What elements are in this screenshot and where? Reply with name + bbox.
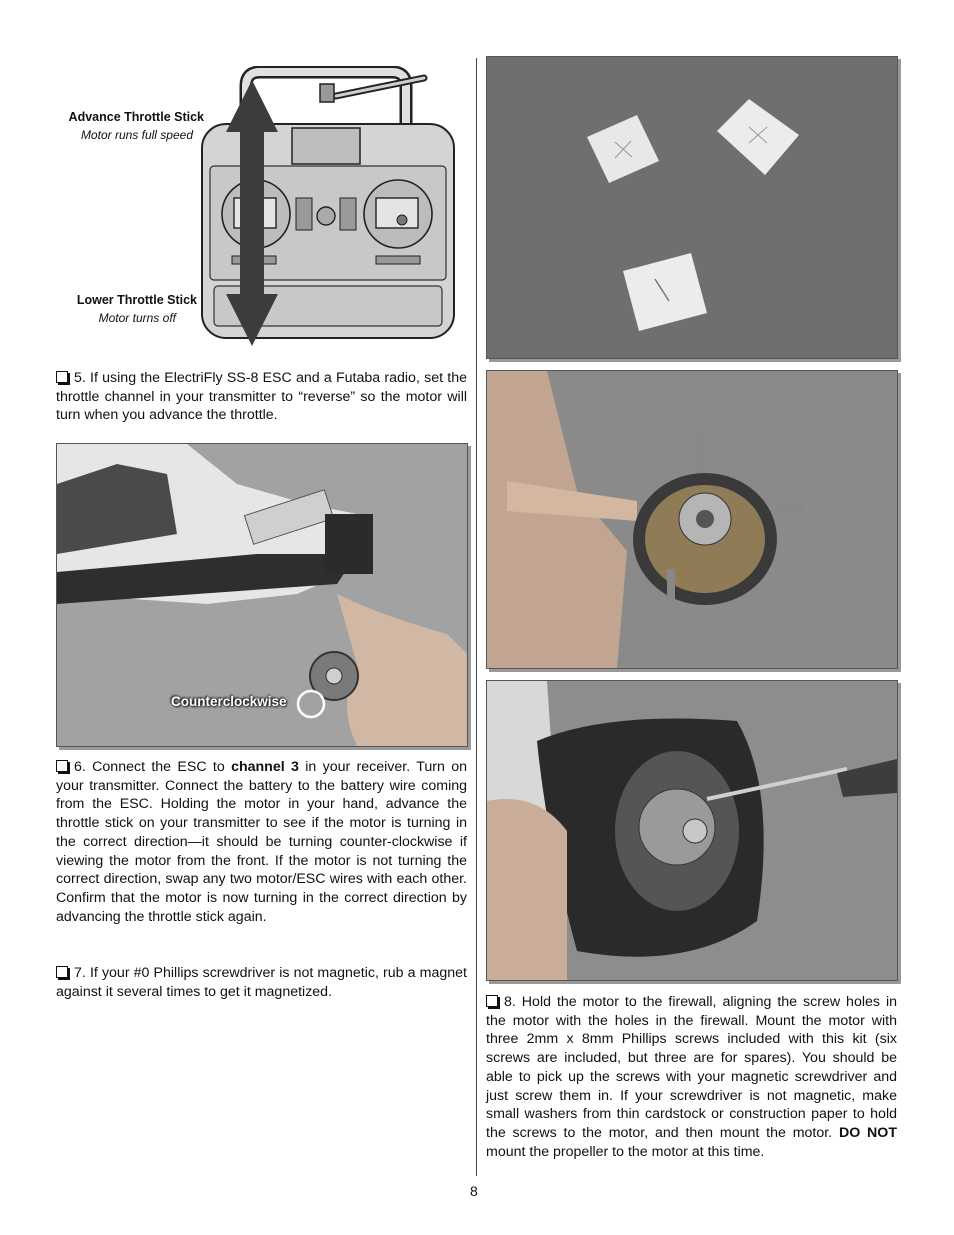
photo-motor-screws-image — [487, 371, 897, 668]
step-6-emphasis: channel 3 — [231, 759, 299, 775]
step-8-body-end: mount the propeller to the motor at this time. — [486, 1143, 765, 1160]
checkbox-icon[interactable] — [56, 371, 68, 383]
advance-throttle-title: Advance Throttle Stick — [68, 110, 204, 124]
checkbox-icon[interactable] — [56, 760, 68, 772]
step-7-text — [56, 964, 467, 1001]
step-8-text — [486, 993, 897, 1161]
photo-motor-screws — [486, 370, 898, 669]
rotation-caption: Counterclockwise — [171, 694, 287, 709]
transmitter-illustration — [196, 66, 462, 348]
page-number: 8 — [470, 1183, 478, 1199]
advance-throttle-subtitle: Motor runs full speed — [80, 128, 193, 142]
lower-throttle-subtitle: Motor turns off — [98, 311, 176, 325]
step-7-body: 7. If your #0 Phillips screwdriver is not magnetic, rub a magnet against it several times to get it magnetized. — [56, 965, 467, 1000]
column-divider — [476, 58, 477, 1176]
step-6-body-start: 6. Connect the ESC to — [74, 759, 232, 775]
lower-throttle-title: Lower Throttle Stick — [76, 293, 197, 307]
step-6-body-end: in your receiver. Turn on your transmitter. Connect the battery to the battery wire coming from the ESC. Holding the motor in your hand, advance the throttle stick on your transmitter to see if the motor is turning in the correct direction—it should be turning counter-clockwise if viewing the motor from the front. If the motor is not turning the correct direction, swap any two motor/ESC wires with each other. Confirm that the motor is now turning in the correct direction by advancing the throttle stick again. — [56, 759, 467, 925]
checkbox-icon[interactable] — [486, 995, 498, 1007]
photo-paper-washers — [486, 56, 898, 359]
checkbox-icon[interactable] — [56, 966, 68, 978]
photo-motor-mounting-image — [487, 681, 897, 980]
photo-paper-washers-image — [487, 57, 897, 358]
photo-motor-direction — [56, 443, 468, 747]
photo-motor-mounting — [486, 680, 898, 981]
step-8-body-start: 8. Hold the motor to the firewall, aligning the screw holes in the motor with the holes in the firewall. Mount the motor with three 2mm x 8mm Phillips screws included with this kit (six screws are included, but three are for spares). You should be able to pick up the screws with your magnetic screwdriver and just screw them in. If your screwdriver is not magnetic, make small washers from thin cardstock or construction paper to hold the screws to the motor, and then mount the motor. — [486, 994, 897, 1141]
step-5-text — [56, 369, 467, 425]
step-5-body: 5. If using the ElectriFly SS-8 ESC and a Futaba radio, set the throttle channel in your transmitter to “reverse” so the motor will turn when you advance the throttle. — [56, 370, 467, 424]
step-8-emphasis: DO NOT — [838, 1124, 898, 1141]
step-6-text — [56, 758, 467, 926]
